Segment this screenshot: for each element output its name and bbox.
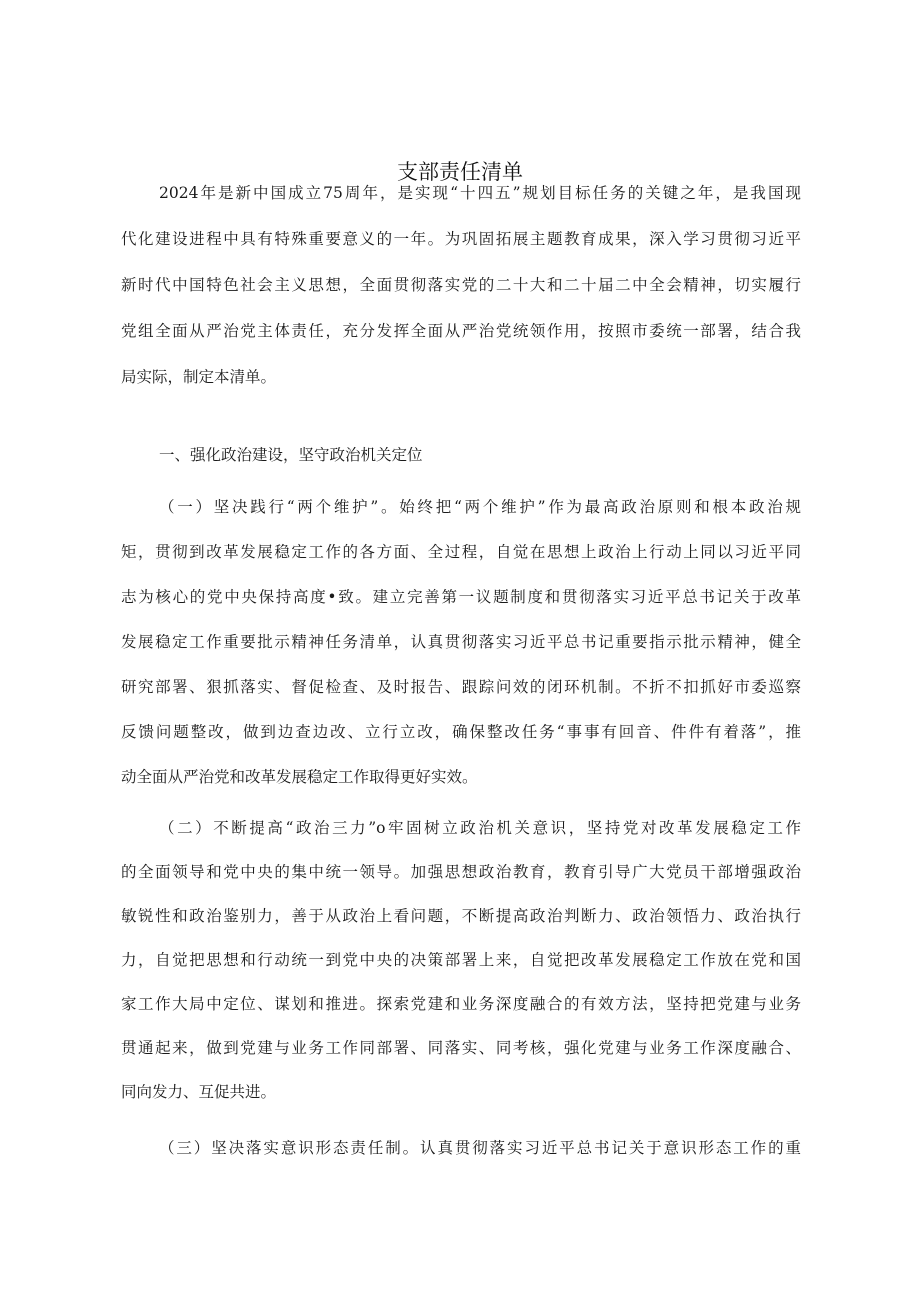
item1-line: 反馈问题整改，做到边查边改、立行立改，确保整改任务“事事有回音、件件有着落”，推 <box>121 723 801 741</box>
item2-line: （二）不断提高“政治三力”o牢固树立政治机关意识，坚持党对改革发展稳定工作 <box>159 819 801 837</box>
item2-line: 的全面领导和党中央的集中统一领导。加强思想政治教育，教育引导广大党员干部增强政治 <box>121 863 801 881</box>
document-title: 支部责任清单 <box>397 160 523 184</box>
item1-line: （一）坚决践行“两个维护”。始终把“两个维护”作为最高政治原则和根本政治规 <box>159 498 801 516</box>
intro-line: 局实际，制定本清单。 <box>121 368 277 386</box>
item2-line: 力，自觉把思想和行动统一到党中央的决策部署上来，自觉把改革发展稳定工作放在党和国 <box>121 951 801 969</box>
item1-line: 动全面从严治党和改革发展稳定工作取得更好实效。 <box>121 768 478 786</box>
section-heading: 一、强化政治建设，坚守政治机关定位 <box>159 446 423 464</box>
item2-line: 同向发力、互促共进。 <box>121 1083 277 1101</box>
item1-line: 发展稳定工作重要批示精神任务清单，认真贯彻落实习近平总书记重要指示批示精神，健全 <box>121 633 801 651</box>
item3-line: （三）坚决落实意识形态责任制。认真贯彻落实习近平总书记关于意识形态工作的重 <box>159 1139 801 1157</box>
item2-line: 敏锐性和政治鉴别力，善于从政治上看问题，不断提高政治判断力、政治领悟力、政治执行 <box>121 907 801 925</box>
item2-line: 贯通起来，做到党建与业务工作同部署、同落实、同考核，强化党建与业务工作深度融合、 <box>121 1039 801 1057</box>
intro-line: 党组全面从严治党主体责任，充分发挥全面从严治党统领作用，按照市委统一部署，结合我 <box>121 322 801 340</box>
item1-line: 研究部署、狠抓落实、督促检查、及时报告、跟踪问效的闭环机制。不折不扣抓好市委巡察 <box>121 678 801 696</box>
item2-line: 家工作大局中定位、谋划和推进。探索党建和业务深度融合的有效方法，坚持把党建与业务 <box>121 995 801 1013</box>
intro-line: 新时代中国特色社会主义思想，全面贯彻落实党的二十大和二十届二中全会精神，切实履行 <box>121 276 801 294</box>
intro-line: 代化建设进程中具有特殊重要意义的一年。为巩固拓展主题教育成果，深入学习贯彻习近平 <box>121 230 801 248</box>
intro-line: 2024年是新中国成立75周年，是实现“十四五”规划目标任务的关键之年，是我国现 <box>159 184 801 202</box>
item1-line: 矩，贯彻到改革发展稳定工作的各方面、全过程，自觉在思想上政治上行动上同以习近平同 <box>121 543 801 561</box>
item1-line: 志为核心的党中央保持高度•致。建立完善第一议题制度和贯彻落实习近平总书记关于改革 <box>121 588 801 606</box>
